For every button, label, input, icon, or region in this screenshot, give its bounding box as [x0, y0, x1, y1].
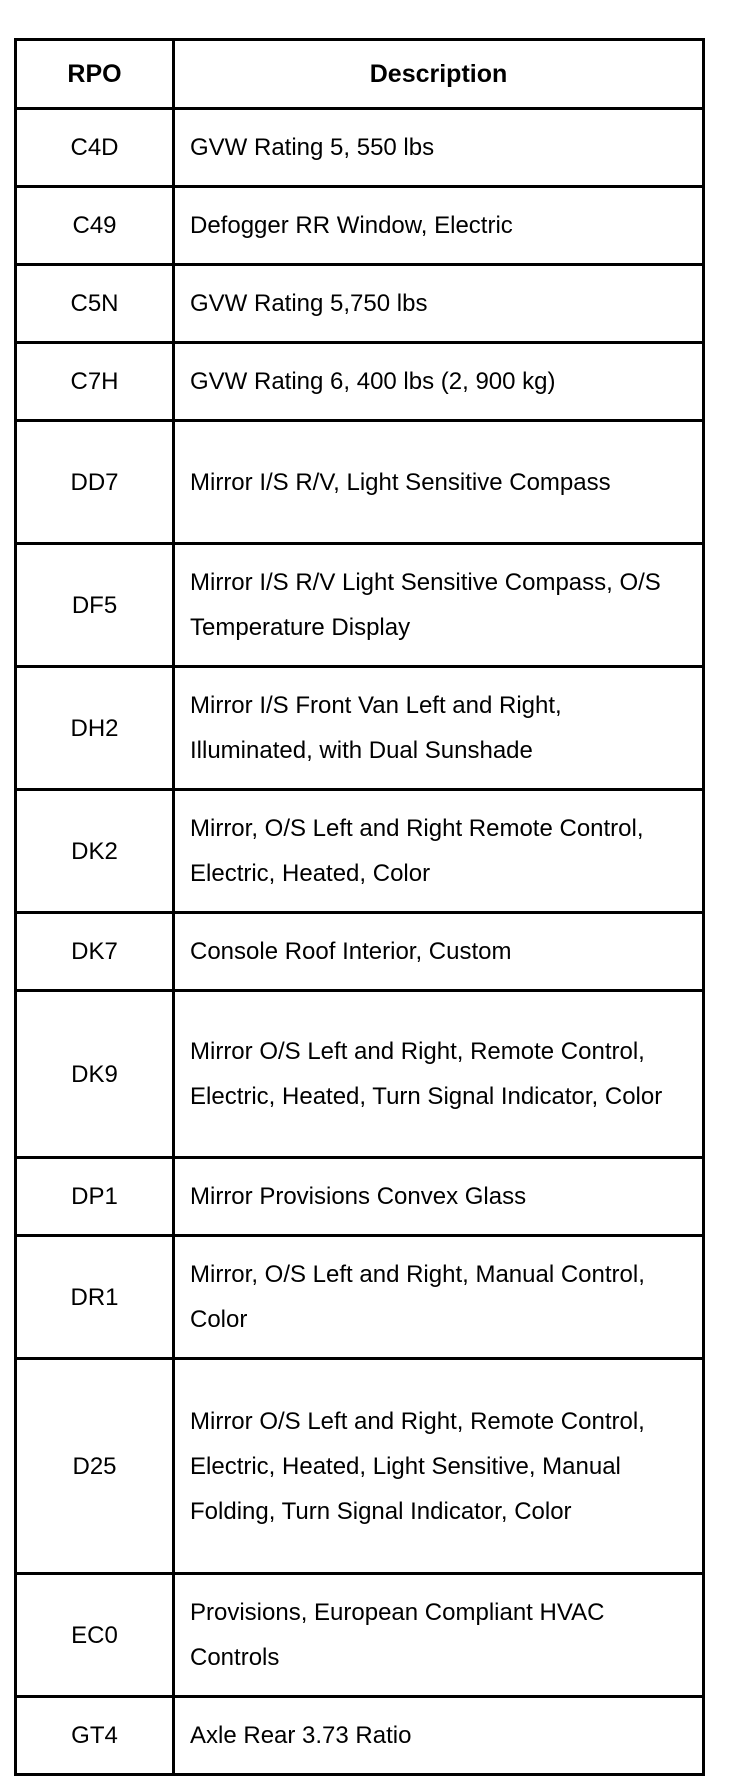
- description-cell: Axle Rear 3.73 Ratio: [174, 1697, 704, 1775]
- rpo-code-cell: DR1: [16, 1236, 174, 1359]
- rpo-code-cell: DP1: [16, 1158, 174, 1236]
- table-header-row: [16, 40, 704, 109]
- table-row: [16, 421, 704, 544]
- table-row: [16, 343, 704, 421]
- table-row: [16, 109, 704, 187]
- description-cell: Mirror O/S Left and Right, Remote Control, Electric, Heated, Light Sensitive, Manual Folding, Turn Signal Indicator, Color: [174, 1359, 704, 1574]
- rpo-code-cell: C5N: [16, 265, 174, 343]
- table-row: [16, 187, 704, 265]
- description-cell: Defogger RR Window, Electric: [174, 187, 704, 265]
- rpo-code-cell: C7H: [16, 343, 174, 421]
- rpo-code-cell: DD7: [16, 421, 174, 544]
- table-row: [16, 790, 704, 913]
- description-cell: GVW Rating 5, 550 lbs: [174, 109, 704, 187]
- table-row: [16, 1158, 704, 1236]
- rpo-code-cell: DH2: [16, 667, 174, 790]
- rpo-column-header: RPO: [16, 40, 174, 109]
- table-row: [16, 667, 704, 790]
- description-cell: Provisions, European Compliant HVAC Controls: [174, 1574, 704, 1697]
- description-cell: Mirror, O/S Left and Right, Manual Control, Color: [174, 1236, 704, 1359]
- table-body: [16, 109, 704, 1775]
- table-row: [16, 1697, 704, 1775]
- description-cell: Mirror O/S Left and Right, Remote Control, Electric, Heated, Turn Signal Indicator, Color: [174, 991, 704, 1158]
- rpo-code-cell: C49: [16, 187, 174, 265]
- table-row: [16, 1236, 704, 1359]
- description-cell: Mirror, O/S Left and Right Remote Control, Electric, Heated, Color: [174, 790, 704, 913]
- rpo-table-container: [14, 38, 702, 1776]
- rpo-table: [14, 38, 705, 1776]
- table-row: [16, 265, 704, 343]
- rpo-code-cell: DK2: [16, 790, 174, 913]
- table-row: [16, 913, 704, 991]
- description-column-header: Description: [174, 40, 704, 109]
- table-row: [16, 991, 704, 1158]
- description-cell: GVW Rating 6, 400 lbs (2, 900 kg): [174, 343, 704, 421]
- rpo-code-cell: DF5: [16, 544, 174, 667]
- description-cell: Console Roof Interior, Custom: [174, 913, 704, 991]
- rpo-code-cell: D25: [16, 1359, 174, 1574]
- rpo-code-cell: DK9: [16, 991, 174, 1158]
- description-cell: Mirror I/S R/V, Light Sensitive Compass: [174, 421, 704, 544]
- table-row: [16, 1359, 704, 1574]
- table-row: [16, 1574, 704, 1697]
- description-cell: Mirror I/S Front Van Left and Right, Illuminated, with Dual Sunshade: [174, 667, 704, 790]
- rpo-code-cell: GT4: [16, 1697, 174, 1775]
- description-cell: GVW Rating 5,750 lbs: [174, 265, 704, 343]
- table-row: [16, 544, 704, 667]
- description-cell: Mirror I/S R/V Light Sensitive Compass, O/S Temperature Display: [174, 544, 704, 667]
- rpo-code-cell: C4D: [16, 109, 174, 187]
- description-cell: Mirror Provisions Convex Glass: [174, 1158, 704, 1236]
- rpo-code-cell: EC0: [16, 1574, 174, 1697]
- rpo-code-cell: DK7: [16, 913, 174, 991]
